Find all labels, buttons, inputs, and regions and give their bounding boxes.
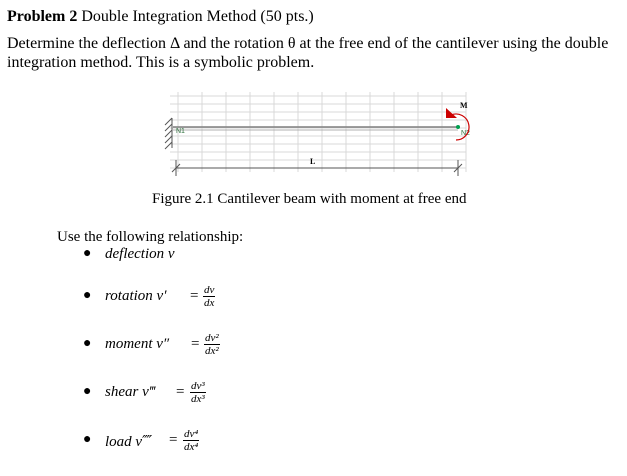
moment-denominator: dx² [205, 345, 219, 357]
shear-equals: = [176, 384, 185, 400]
load-fraction [183, 428, 199, 453]
length-label: L [310, 157, 316, 166]
figure-grid [170, 92, 466, 172]
rotation-denominator: dx [204, 297, 215, 309]
problem-statement: Determine the deflection Δ and the rotation θ at the free end of the cantilever using the double integration method. This is a symbolic problem. [7, 35, 609, 71]
shear-label: shear v‴ [105, 384, 156, 400]
problem-title-rest: Double Integration Method (50 pts.) [77, 8, 314, 25]
shear-numerator: dv³ [191, 380, 205, 392]
node-n2-marker [456, 125, 460, 129]
load-equals: = [169, 432, 178, 448]
rotation-equals: = [190, 288, 199, 304]
load-label: load v⁗ [105, 434, 153, 450]
rotation-fraction [203, 284, 215, 309]
problem-label: Problem 2 [7, 8, 78, 25]
list-item-moment [83, 332, 303, 366]
relationship-intro: Use the following relationship: [57, 229, 244, 245]
moment-equals: = [191, 336, 200, 352]
figure-caption: Figure 2.1 Cantilever beam with moment at free end [152, 191, 467, 207]
list-item-deflection [83, 246, 283, 266]
bullet-icon: ● [83, 432, 92, 447]
cantilever-figure [148, 88, 488, 184]
moment-rel-label: moment v″ [105, 336, 170, 352]
moment-arrowhead-icon [446, 108, 457, 118]
list-item-load [83, 428, 303, 462]
moment-label: M [460, 101, 468, 110]
node-n1-label: N1 [176, 128, 185, 135]
deflection-label: deflection v [105, 246, 175, 262]
moment-numerator: dv² [205, 332, 219, 344]
shear-fraction [190, 380, 206, 405]
rotation-label: rotation v′ [105, 288, 167, 304]
bullet-icon: ● [83, 336, 92, 351]
moment-fraction [204, 332, 220, 357]
bullet-icon: ● [83, 384, 92, 399]
shear-denominator: dx³ [191, 393, 205, 405]
load-numerator: dv⁴ [184, 428, 199, 440]
load-denominator: dx⁴ [184, 441, 199, 453]
problem-title [7, 7, 314, 26]
list-item-rotation [83, 284, 303, 318]
bullet-icon: ● [83, 288, 92, 303]
list-item-shear [83, 380, 303, 414]
bullet-icon: ● [83, 246, 92, 261]
rotation-numerator: dv [204, 284, 215, 296]
node-n2-label: N2 [461, 130, 470, 137]
